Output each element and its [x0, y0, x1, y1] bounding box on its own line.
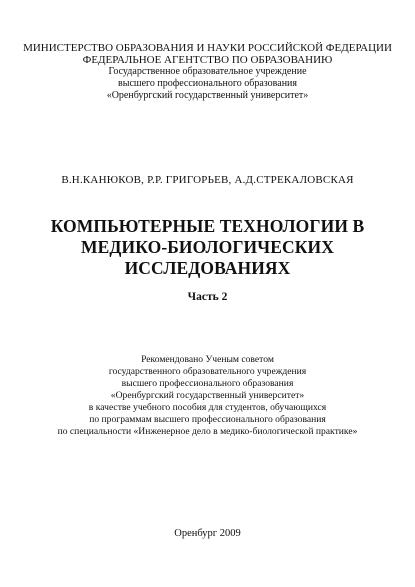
recommendation-line: государственного образовательного учреждения — [108, 366, 307, 377]
institution-line: «Оренбургский государственный университет» — [106, 90, 309, 101]
recommendation-line: по программам высшего профессионального образования — [89, 414, 326, 425]
recommendation-line: «Оренбургский государственный университет» — [110, 390, 305, 401]
institution-line: высшего профессионального образования — [118, 78, 297, 89]
authors-line: В.Н.КАНЮКОВ, Р.Р. ГРИГОРЬЕВ, А.Д.СТРЕКАЛОВСКАЯ — [61, 174, 354, 186]
recommendation-line: Рекомендовано Ученым советом — [141, 354, 274, 365]
title-line: КОМПЬЮТЕРНЫЕ ТЕХНОЛОГИИ В — [50, 216, 365, 236]
institution-line: Государственное образовательное учреждение — [108, 66, 307, 77]
recommendation-line: по специальности «Инженерное дело в медико-биологической практике» — [57, 426, 358, 437]
recommendation-line: в качестве учебного пособия для студентов, обучающихся — [88, 402, 327, 413]
ministry-line: МИНИСТЕРСТВО ОБРАЗОВАНИЯ И НАУКИ РОССИЙСКОЙ ФЕДЕРАЦИИ — [23, 42, 392, 54]
part-label: Часть 2 — [187, 291, 228, 303]
title-line: МЕДИКО-БИОЛОГИЧЕСКИХ — [81, 237, 334, 257]
recommendation-line: высшего профессионального образования — [121, 378, 294, 389]
title-line: ИССЛЕДОВАНИЯХ — [124, 258, 291, 278]
city-year: Оренбург 2009 — [174, 528, 241, 539]
agency-line: ФЕДЕРАЛЬНОЕ АГЕНТСТВО ПО ОБРАЗОВАНИЮ — [82, 54, 333, 66]
